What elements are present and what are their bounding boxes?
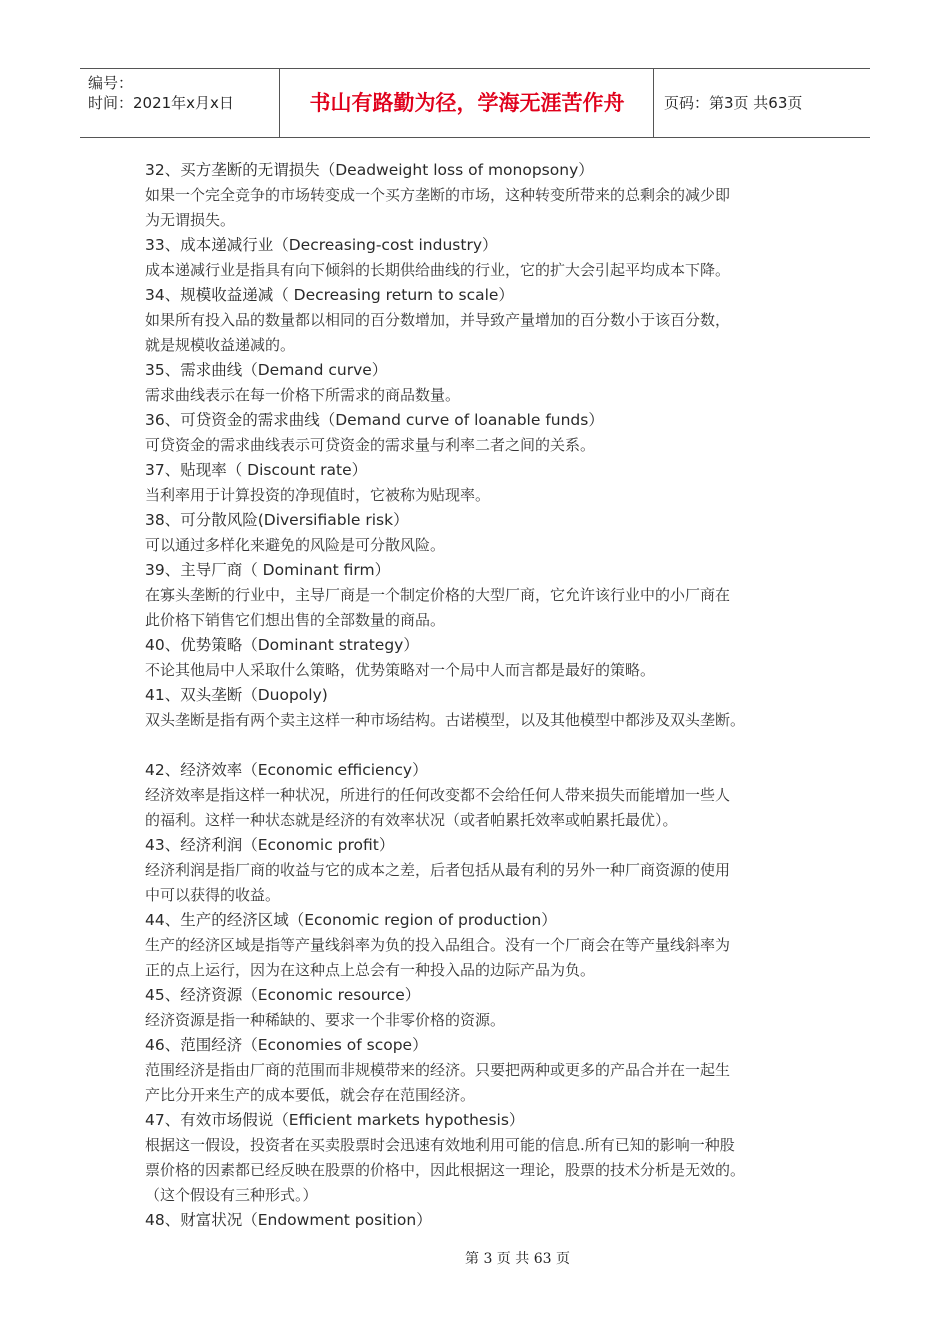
definition-line: 生产的经济区域是指等产量线斜率为负的投入品组合。没有一个厂商会在等产量线斜率为 <box>145 936 731 954</box>
definition-line: 可贷资金的需求曲线表示可贷资金的需求量与利率二者之间的关系。 <box>145 436 596 454</box>
definition-line: （这个假设有三种形式。） <box>145 1186 318 1204</box>
definition-line: 票价格的因素都已经反映在股票的价格中，因此根据这一理论，股票的技术分析是无效的。 <box>145 1161 746 1179</box>
footer-page-number: 第 3 页 共 63 页 <box>465 1251 570 1267</box>
term-heading: 36、可贷资金的需求曲线（Demand curve of loanable funds） <box>145 411 604 429</box>
definition-line: 双头垄断是指有两个卖主这样一种市场结构。古诺模型，以及其他模型中都涉及双头垄断。 <box>145 711 746 729</box>
page-footer <box>0 1248 950 1268</box>
term-heading: 42、经济效率（Economic efficiency） <box>145 761 428 779</box>
definition-line: 如果一个完全竞争的市场转变成一个买方垄断的市场，这种转变所带来的总剩余的减少即 <box>145 186 731 204</box>
page-header <box>80 68 870 138</box>
term-heading: 43、经济利润（Economic profit） <box>145 836 395 854</box>
header-info-cell <box>80 69 280 137</box>
term-heading: 35、需求曲线（Demand curve） <box>145 361 388 379</box>
definition-line: 当利率用于计算投资的净现值时，它被称为贴现率。 <box>145 486 491 504</box>
term-heading: 33、成本递减行业（Decreasing-cost industry） <box>145 236 498 254</box>
definition-line: 需求曲线表示在每一价格下所需求的商品数量。 <box>145 386 461 404</box>
term-heading: 37、贴现率（ Discount rate） <box>145 461 368 479</box>
definition-line: 产比分开来生产的成本要低，就会存在范围经济。 <box>145 1086 476 1104</box>
definition-line: 为无谓损失。 <box>145 211 236 229</box>
term-heading: 38、可分散风险(Diversifiable risk） <box>145 511 409 529</box>
header-page-label: 页码：第3页 共63页 <box>664 94 803 112</box>
header-motto: 书山有路勤为径，学海无涯苦作舟 <box>281 69 654 137</box>
definition-line: 此价格下销售它们想出售的全部数量的商品。 <box>145 611 446 629</box>
term-heading: 40、优势策略（Dominant strategy） <box>145 636 419 654</box>
definition-line: 成本递减行业是指具有向下倾斜的长期供给曲线的行业，它的扩大会引起平均成本下降。 <box>145 261 731 279</box>
term-heading: 44、生产的经济区域（Economic region of production） <box>145 911 557 929</box>
definition-line: 正的点上运行，因为在这种点上总会有一种投入品的边际产品为负。 <box>145 961 596 979</box>
definition-line: 中可以获得的收益。 <box>145 886 281 904</box>
definition-line: 如果所有投入品的数量都以相同的百分数增加，并导致产量增加的百分数小于该百分数， <box>145 311 731 329</box>
definition-line: 在寡头垄断的行业中，主导厂商是一个制定价格的大型厂商，它允许该行业中的小厂商在 <box>145 586 731 604</box>
term-heading: 39、主导厂商（ Dominant firm） <box>145 561 391 579</box>
definition-line: 经济资源是指一种稀缺的、要求一个非零价格的资源。 <box>145 1011 506 1029</box>
definition-line: 就是规模收益递减的。 <box>145 336 296 354</box>
definition-line: 可以通过多样化来避免的风险是可分散风险。 <box>145 536 446 554</box>
term-heading: 46、范围经济（Economies of scope） <box>145 1036 428 1054</box>
document-body <box>145 158 815 1233</box>
term-heading: 45、经济资源（Economic resource） <box>145 986 421 1004</box>
definition-line: 不论其他局中人采取什么策略，优势策略对一个局中人而言都是最好的策略。 <box>145 661 656 679</box>
document-number-label: 编号： <box>88 74 134 92</box>
term-heading: 48、财富状况（Endowment position） <box>145 1211 432 1229</box>
definition-line: 范围经济是指由厂商的范围而非规模带来的经济。只要把两种或更多的产品合并在一起生 <box>145 1061 731 1079</box>
definition-line: 的福利。这样一种状态就是经济的有效率状况（或者帕累托效率或帕累托最优）。 <box>145 811 678 829</box>
definition-line: 经济利润是指厂商的收益与它的成本之差，后者包括从最有利的另外一种厂商资源的使用 <box>145 861 731 879</box>
definition-line: 经济效率是指这样一种状况，所进行的任何改变都不会给任何人带来损失而能增加一些人 <box>145 786 731 804</box>
definition-line: 根据这一假设，投资者在买卖股票时会迅速有效地利用可能的信息.所有已知的影响一种股 <box>145 1136 735 1154</box>
document-date-label: 时间：2021年x月x日 <box>88 94 234 112</box>
term-heading: 34、规模收益递减（ Decreasing return to scale） <box>145 286 514 304</box>
blank-line <box>145 733 815 758</box>
term-heading: 32、买方垄断的无谓损失（Deadweight loss of monopsony） <box>145 161 594 179</box>
term-heading: 47、有效市场假说（Efficient markets hypothesis） <box>145 1111 525 1129</box>
term-heading: 41、双头垄断（Duopoly) <box>145 686 328 704</box>
